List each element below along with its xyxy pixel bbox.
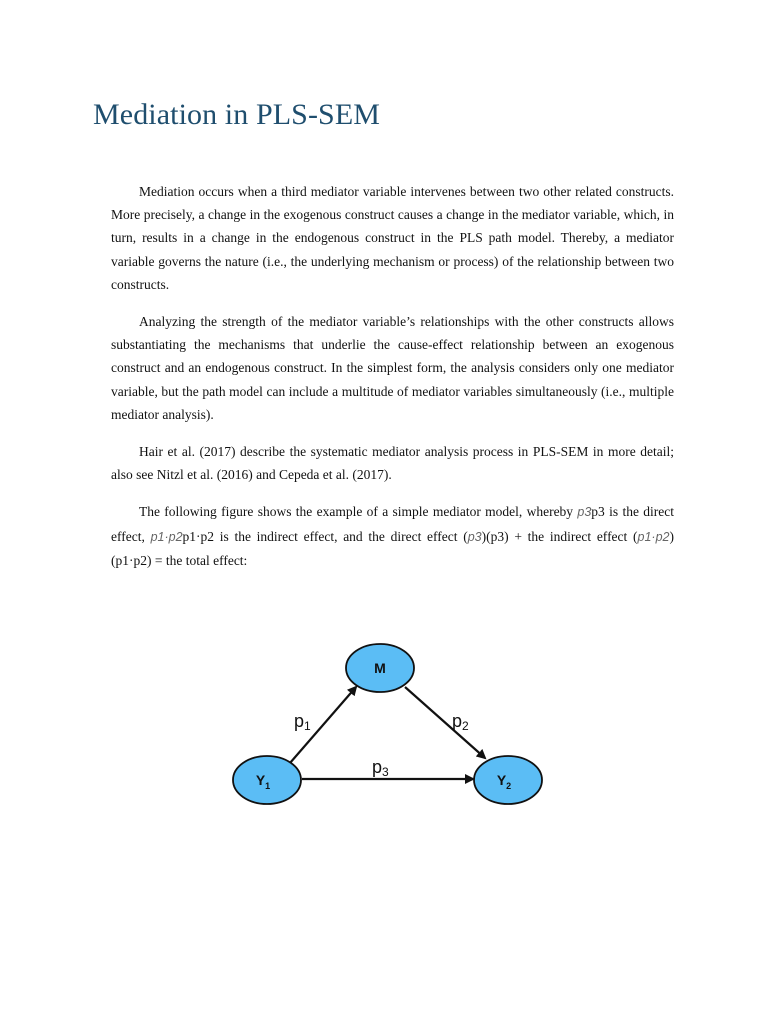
page-title: Mediation in PLS-SEM (93, 98, 381, 131)
paragraph-analysis: Analyzing the strength of the mediator variable’s relationships with the other constructs allows substantiating the mechanisms that underlie the cause-effect relationship between an exogenous construct and an endogenous construct. In the simplest form, the analysis considers only one mediator variable, but the path model can include a multitude of mediator variables simultaneously (i.e., multiple mediator analysis). (111, 314, 674, 422)
text-run: The following figure shows the example of a simple mediator model, whereby (139, 504, 578, 520)
node-y1 (233, 756, 301, 804)
text-run: p1·p2 is the indirect effect, and the direct effect ( (182, 528, 468, 544)
paragraph-references: Hair et al. (2017) describe the systematic mediator analysis process in PLS-SEM in more detail; also see Nitzl et al. (2016) and Cepeda et al. (2017). (111, 444, 674, 483)
text-run: )(p3) + the indirect effect ( (481, 528, 638, 544)
math-p3: p3 (467, 529, 482, 544)
node-y2 (474, 756, 542, 804)
math-p1p2: p1·p2 (150, 529, 183, 544)
node-y2-letter: Y (496, 772, 507, 788)
arrow-p2 (405, 687, 485, 758)
path-p3-label (372, 757, 389, 779)
node-y1-letter: Y (255, 772, 266, 788)
math-p3: p3 (577, 505, 592, 520)
path-p3-letter: p (372, 757, 383, 777)
body-text (111, 180, 674, 586)
text-run: )(p1·p2) = the total effect: (111, 528, 674, 568)
path-p1-label (294, 711, 311, 733)
path-p3-subscript: 3 (382, 765, 389, 779)
path-p1-subscript: 1 (304, 719, 311, 733)
paragraph-figure-intro (111, 500, 674, 572)
node-y2-subscript: 2 (506, 781, 512, 791)
math-p1p2: p1·p2 (637, 529, 670, 544)
mediator-diagram (220, 630, 560, 820)
path-p2-label (452, 711, 469, 733)
node-y1-subscript: 1 (265, 781, 271, 791)
path-p2-subscript: 2 (462, 719, 469, 733)
text-run: p3 is the direct effect, (111, 504, 674, 544)
path-p2-letter: p (452, 711, 463, 731)
paragraph-definition: Mediation occurs when a third mediator variable intervenes between two other related constructs. More precisely, a change in the exogenous construct causes a change in the mediator variable, which, in turn, results in a change in the endogenous construct in the PLS path model. Thereby, a mediator variable governs the nature (i.e., the underlying mechanism or process) of the relationship between two constructs. (111, 184, 674, 292)
node-mediator-label: M (374, 660, 386, 676)
path-p1-letter: p (294, 711, 305, 731)
